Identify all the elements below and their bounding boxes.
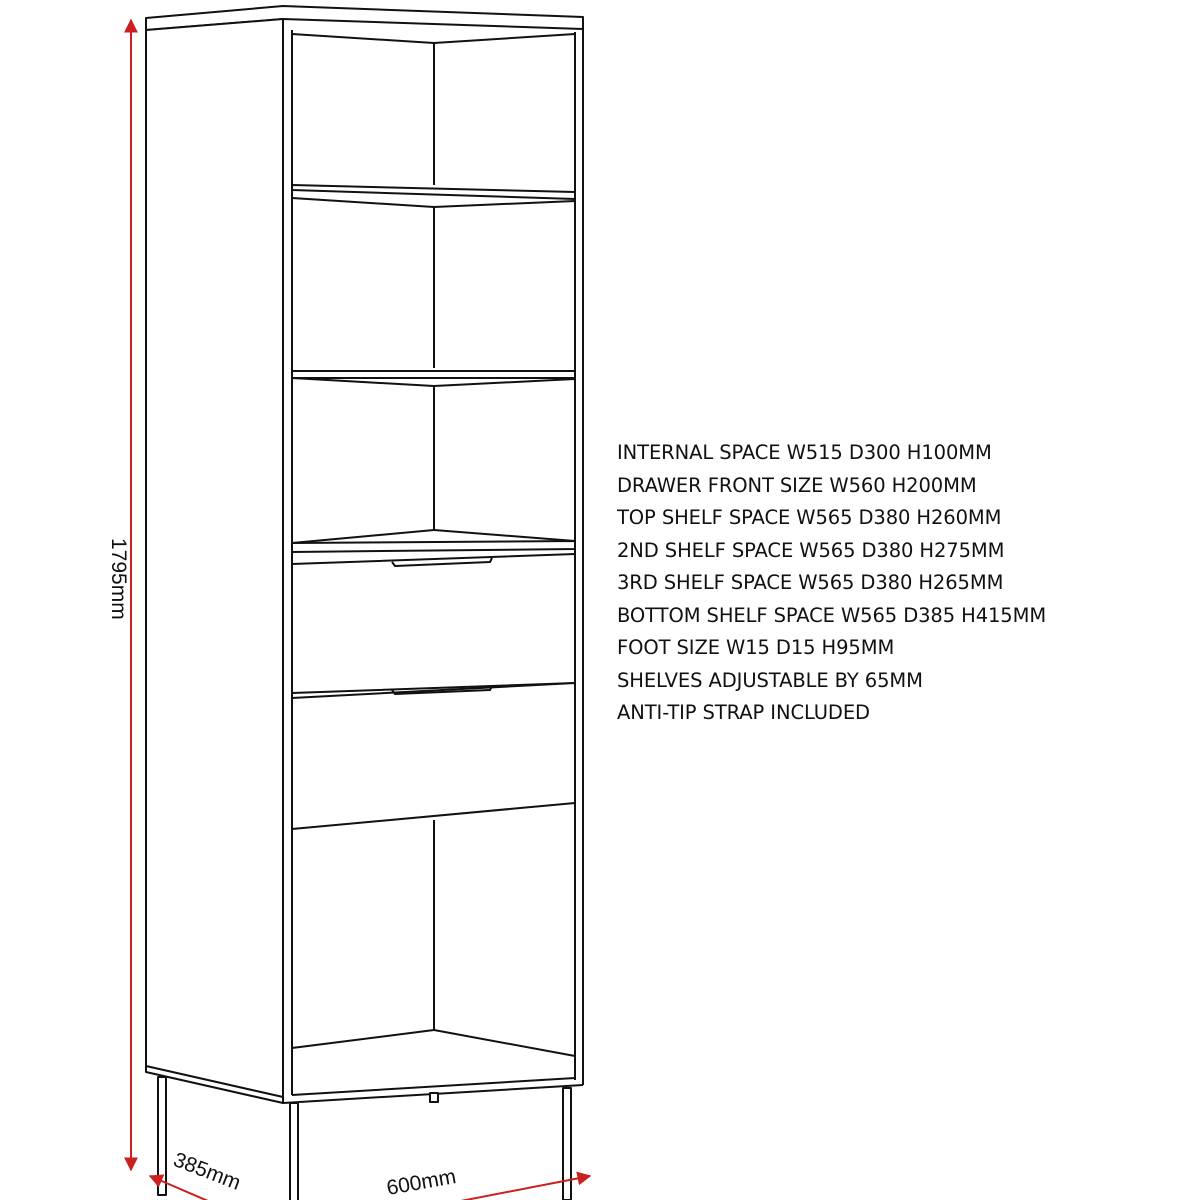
spec-top-shelf-space: TOP SHELF SPACE W565 D380 H260MM (617, 506, 1002, 529)
spec-shelves-adjustable: SHELVES ADJUSTABLE BY 65MM (617, 668, 923, 692)
bookcase-outline (146, 6, 583, 1200)
spec-drawer-front-size: DRAWER FRONT SIZE W560 H200MM (617, 473, 977, 497)
shelf-1 (292, 185, 575, 199)
shelf-2-back-right (434, 379, 575, 386)
leg-front-left (290, 1103, 298, 1200)
shelf-2-back (292, 378, 434, 386)
back-top-edge (434, 34, 575, 43)
spec-bottom-shelf-space: BOTTOM SHELF SPACE W565 D385 H415MM (617, 603, 1047, 627)
width-label: 600mm (384, 1165, 458, 1200)
shelf-3-back (292, 530, 434, 543)
spec-2nd-shelf-space: 2ND SHELF SPACE W565 D380 H275MM (617, 538, 1005, 562)
specifications-list (617, 438, 1046, 731)
spec-anti-tip-strap: ANTI-TIP STRAP INCLUDED (617, 701, 870, 724)
spec-3rd-shelf-space: 3RD SHELF SPACE W565 D380 H265MM (617, 571, 1004, 594)
shelf-2 (292, 371, 575, 378)
shelf-3-back-right (434, 530, 575, 541)
height-label: 1795mm (107, 538, 130, 620)
bottom-back-right (434, 1030, 575, 1056)
shelf-1-back-right (434, 201, 575, 207)
depth-label: 385mm (170, 1148, 244, 1195)
leg-center-foot (430, 1093, 438, 1102)
drawer-1[interactable] (292, 554, 575, 693)
bottom-back-left (292, 1030, 434, 1048)
leg-front-right (563, 1088, 571, 1200)
shelf-3 (292, 541, 575, 552)
drawer-2[interactable] (292, 683, 575, 829)
spec-foot-size: FOOT SIZE W15 D15 H95MM (617, 636, 895, 659)
shelf-1-back (292, 198, 434, 207)
back-corner-top (292, 34, 434, 43)
leg-back-left (158, 1077, 166, 1195)
spec-internal-space: INTERNAL SPACE W515 D300 H100MM (617, 441, 992, 464)
left-side-panel (146, 19, 283, 1103)
